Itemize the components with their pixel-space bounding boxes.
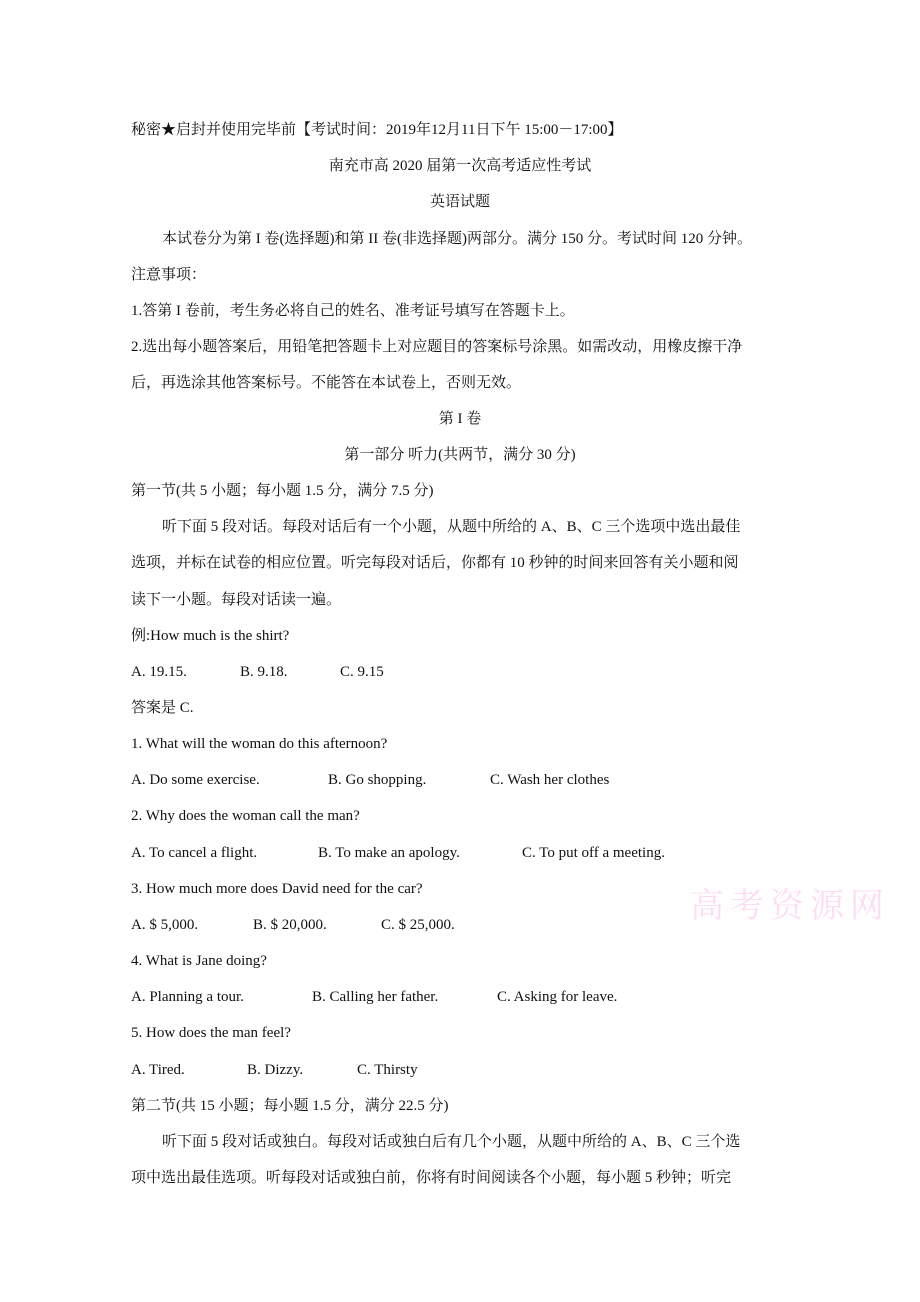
question-1: 1. What will the woman do this afternoon? [131,736,388,752]
example-answer: 答案是 C. [131,700,194,716]
section1-heading: 第一节(共 5 小题；每小题 1.5 分，满分 7.5 分) [131,483,434,499]
q1-option-c: C. Wash her clothes [490,772,610,788]
question-5: 5. How does the man feel? [131,1025,291,1041]
q5-option-c: C. Thirsty [357,1062,418,1078]
q5-option-a: A. Tired. [131,1062,185,1078]
intro-paragraph: 本试卷分为第 I 卷(选择题)和第 II 卷(非选择题)两部分。满分 150 分。考试时间 120 分钟。 [162,231,752,247]
q5-option-b: B. Dizzy. [247,1062,304,1078]
section2-instructions-2: 项中选出最佳选项。听每段对话或独白前，你将有时间阅读各个小题，每小题 5 秒钟；听完 [131,1170,732,1186]
note-item-2: 2.选出每小题答案后，用铅笔把答题卡上对应题目的答案标号涂黑。如需改动，用橡皮擦干净 [131,339,743,355]
q2-option-c: C. To put off a meeting. [522,845,665,861]
q1-option-a: A. Do some exercise. [131,772,260,788]
q3-option-c: C. $ 25,000. [381,917,455,933]
q2-option-b: B. To make an apology. [318,845,460,861]
question-4: 4. What is Jane doing? [131,953,267,969]
section1-instructions-2: 选项，并标在试卷的相应位置。听完每段对话后，你都有 10 秒钟的时间来回答有关小题和阅 [131,555,739,571]
section1-instructions: 听下面 5 段对话。每段对话后有一个小题，从题中所给的 A、B、C 三个选项中选出最佳 [162,519,741,535]
question-3: 3. How much more does David need for the car? [131,881,423,897]
section2-instructions: 听下面 5 段对话或独白。每段对话或独白后有几个小题，从题中所给的 A、B、C 三个选 [162,1134,741,1150]
example-option-b: B. 9.18. [240,664,288,680]
q4-option-a: A. Planning a tour. [131,989,244,1005]
subject-title: 英语试题 [429,194,490,210]
note-item-1: 1.答第 I 卷前，考生务必将自己的姓名、准考证号填写在答题卡上。 [131,303,575,319]
section2-heading: 第二节(共 15 小题；每小题 1.5 分，满分 22.5 分) [131,1098,449,1114]
notes-heading: 注意事项： [131,267,207,283]
part1-heading: 第一部分 听力(共两节，满分 30 分) [344,447,576,463]
example-option-c: C. 9.15 [340,664,384,680]
confidential-line: 秘密★启封并使用完毕前【考试时间：2019年12月11日下午 15:00－17:00】 [131,122,623,138]
exam-title: 南充市高 2020 届第一次高考适应性考试 [328,158,592,174]
example-question: 例:How much is the shirt? [131,628,290,644]
q4-option-c: C. Asking for leave. [497,989,618,1005]
volume-heading: 第 I 卷 [438,411,482,427]
watermark: 高考资源网 [690,886,890,926]
q3-option-b: B. $ 20,000. [253,917,327,933]
example-option-a: A. 19.15. [131,664,187,680]
q1-option-b: B. Go shopping. [328,772,427,788]
section1-instructions-3: 读下一小题。每段对话读一遍。 [131,592,342,608]
question-2: 2. Why does the woman call the man? [131,808,360,824]
q2-option-a: A. To cancel a flight. [131,845,258,861]
note-item-2-cont: 后，再选涂其他答案标号。不能答在本试卷上，否则无效。 [131,375,522,391]
q3-option-a: A. $ 5,000. [131,917,199,933]
q4-option-b: B. Calling her father. [312,989,439,1005]
